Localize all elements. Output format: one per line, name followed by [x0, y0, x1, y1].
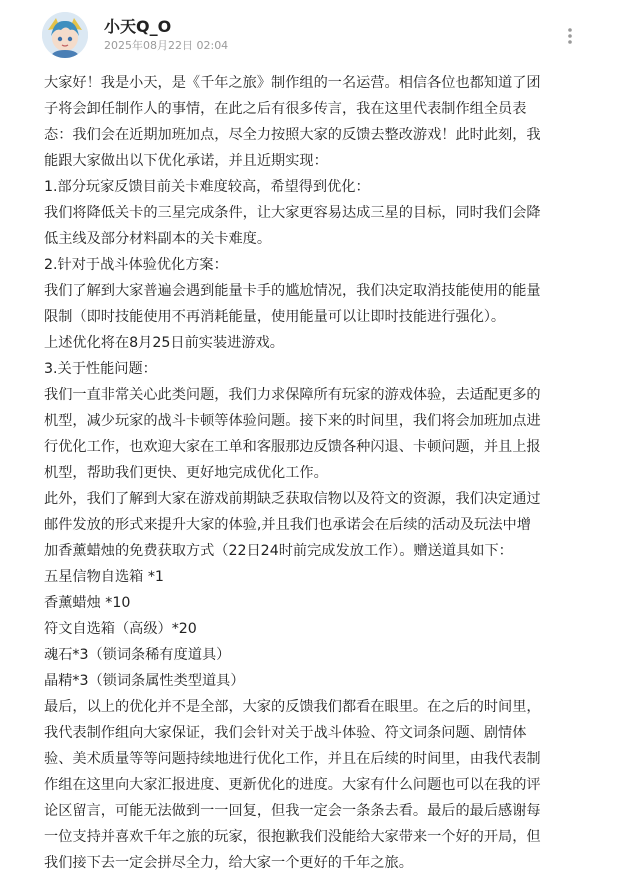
post-text-line: 此外，我们了解到大家在游戏前期缺乏获取信物以及符文的资源，我们决定通过 [44, 491, 541, 507]
post-text-line: 低主线及部分材料副本的关卡难度。 [44, 231, 272, 247]
post-text-line: 1.部分玩家反馈目前关卡难度较高，希望得到优化： [44, 179, 370, 195]
post-text-line: 作组在这里向大家汇报进度、更新优化的进度。大家有什么问题也可以在我的评 [44, 777, 541, 793]
more-vertical-icon [567, 27, 573, 45]
post-text-line: 我代表制作组向大家保证，我们会针对关于战斗体验、符文词条问题、剧情体 [44, 725, 527, 741]
post-text-line: 限制（即时技能使用不再消耗能量，使用能量可以让即时技能进行强化）。 [44, 309, 506, 325]
post-text-line: 上述优化将在8月25日前实装进游戏。 [44, 335, 284, 351]
post-text-line: 行优化工作，也欢迎大家在工单和客服那边反馈各种闪退、卡顿问题，并且上报 [44, 439, 541, 455]
user-name[interactable]: 小天Q_O [104, 17, 172, 36]
avatar[interactable] [42, 12, 88, 58]
post-text-line: 香薰蜡烛 *10 [44, 595, 131, 611]
post-text-line: 2.针对于战斗体验优化方案： [44, 257, 228, 273]
post-header [0, 0, 631, 66]
post-text-line: 态：我们会在近期加班加点，尽全力按照大家的反馈去整改游戏！此时此刻，我 [44, 127, 541, 143]
post-text-line: 五星信物自选箱 *1 [44, 569, 164, 585]
post-text-line: 加香薰蜡烛的免费获取方式（22日24时前完成发放工作）。赠送道具如下： [44, 543, 513, 559]
post-text-line: 论区留言，可能无法做到一一回复，但我一定会一条条去看。最后的最后感谢每 [44, 803, 541, 819]
post-text-line: 晶精*3（锁词条属性类型道具） [44, 673, 245, 689]
post-text-line: 我们了解到大家普遍会遇到能量卡手的尴尬情况，我们决定取消技能使用的能量 [44, 283, 541, 299]
post-text-line: 3.关于性能问题： [44, 361, 157, 377]
post-text-line: 机型，减少玩家的战斗卡顿等体验问题。接下来的时间里，我们将会加班加点进 [44, 413, 541, 429]
post-text-line: 最后，以上的优化并不是全部，大家的反馈我们都看在眼里。在之后的时间里， [44, 699, 541, 715]
post-text-line: 符文自选箱（高级）*20 [44, 621, 197, 637]
post-text-line: 验、美术质量等等问题持续地进行优化工作，并且在后续的时间里，由我代表制 [44, 751, 541, 767]
post-text-line: 一位支持并喜欢千年之旅的玩家，很抱歉我们没能给大家带来一个好的开局，但 [44, 829, 541, 845]
post-text-line: 我们一直非常关心此类问题，我们力求保障所有玩家的游戏体验，去适配更多的 [44, 387, 541, 403]
post-text-line: 魂石*3（锁词条稀有度道具） [44, 647, 231, 663]
more-options-button[interactable] [556, 22, 584, 50]
post-text-line: 我们将降低关卡的三星完成条件，让大家更容易达成三星的目标，同时我们会降 [44, 205, 541, 221]
post-text-line: 机型，帮助我们更快、更好地完成优化工作。 [44, 465, 328, 481]
anime-avatar-icon [42, 12, 88, 58]
post-text-line: 大家好！我是小天，是《千年之旅》制作组的一名运营。相信各位也都知道了团 [44, 75, 541, 91]
post-text-line: 子将会卸任制作人的事情，在此之后有很多传言，我在这里代表制作组全员表 [44, 101, 527, 117]
post-text-line: 能跟大家做出以下优化承诺，并且近期实现： [44, 153, 328, 169]
post-body [44, 70, 592, 876]
post-text-line: 邮件发放的形式来提升大家的体验,并且我们也承诺会在后续的活动及玩法中增 [44, 517, 531, 533]
post-text-line: 我们接下去一定会拼尽全力，给大家一个更好的千年之旅。 [44, 855, 413, 871]
post-timestamp: 2025年08月22日 02:04 [104, 39, 229, 52]
